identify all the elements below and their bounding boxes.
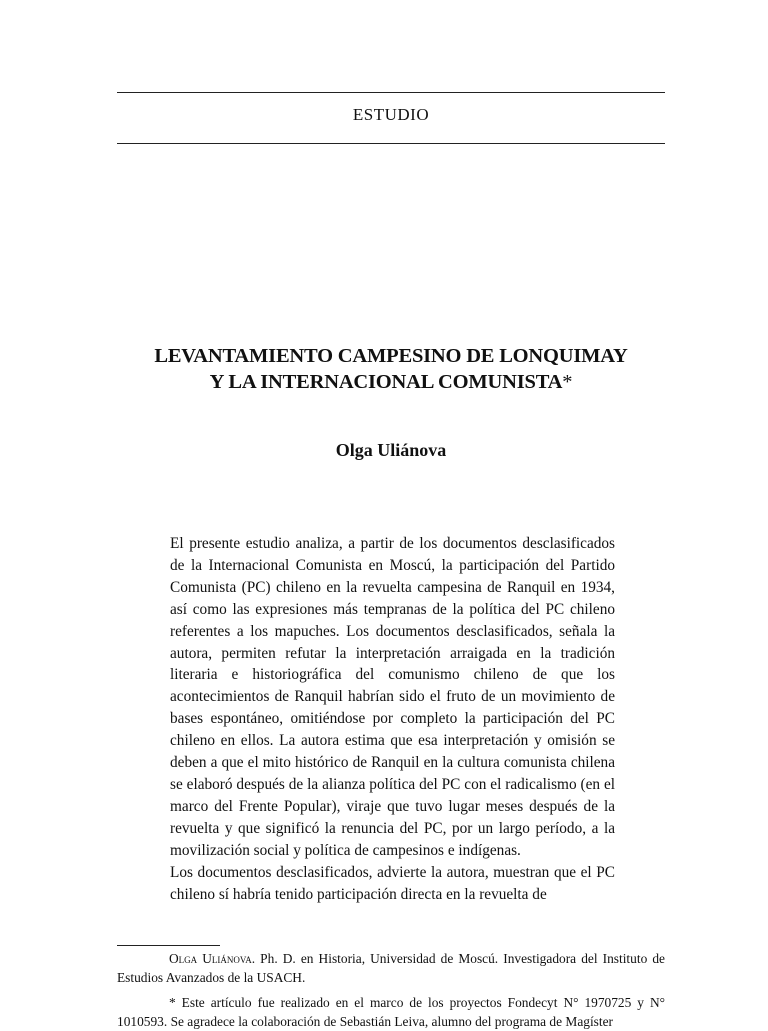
abstract bbox=[170, 533, 615, 906]
article-title-line-2-text: Y LA INTERNACIONAL COMUNISTA bbox=[209, 371, 563, 393]
footnote-separator bbox=[117, 945, 220, 946]
title-footnote-mark: * bbox=[562, 371, 573, 393]
abstract-paragraph-2-clip bbox=[170, 862, 615, 906]
author-name: Olga Uliánova bbox=[335, 440, 447, 460]
footnote-author-bio: . Ph. D. en Historia, Universidad de Moscú. Investigadora del Instituto de Estudios Avanzados de la USACH. bbox=[117, 951, 665, 985]
section-label: ESTUDIO bbox=[352, 105, 430, 124]
article-title bbox=[117, 343, 665, 395]
footnote-author bbox=[117, 950, 665, 987]
abstract-paragraph-1: El presente estudio analiza, a partir de los documentos desclasificados de la Internacional Comunista en Moscú, la participación del Partido Comunista (PC) chileno en la revuelta campesina de Ranquil en 1934, así como las expresiones más tempranas de la política del PC chileno referentes a los mapuches. Los documentos desclasificados, señala la autora, permiten refutar la interpretación arraigada en la tradición literaria e historiográfica del comunismo chileno de que los acontecimientos de Ranquil habrían sido el fruto de un movimiento de bases espontáneo, omitiéndose por completo la participación del PC chileno en ellos. La autora estima que esa interpretación y omisión se deben a que el mito histórico de Ranquil en la cultura comunista chilena se elaboró después de la alianza política del PC con el radicalismo (en el marco del Frente Popular), viraje que tuvo lugar meses después de la revuelta y que significó la renuncia del PC, por un largo período, a la movilización social y política de campesinos e indígenas. bbox=[170, 535, 615, 859]
article-title-line-2 bbox=[117, 369, 665, 395]
footnote-author-name: Olga Uliánova bbox=[169, 951, 252, 966]
article-title-line-1: LEVANTAMIENTO CAMPESINO DE LONQUIMAY bbox=[154, 345, 628, 367]
footnote-funding: * Este artículo fue realizado en el marco de los proyectos Fondecyt N° 1970725 y N° 1010593. Se agradece la colaboración de Sebastián Leiva, alumno del programa de Magíster bbox=[117, 995, 665, 1029]
header-top-rule bbox=[117, 92, 665, 93]
footnotes bbox=[117, 950, 665, 1031]
header-bottom-rule bbox=[117, 143, 665, 144]
abstract-paragraph-2: Los documentos desclasificados, advierte la autora, muestran que el PC chileno sí habría tenido participación directa en la revuelta de bbox=[170, 863, 615, 903]
